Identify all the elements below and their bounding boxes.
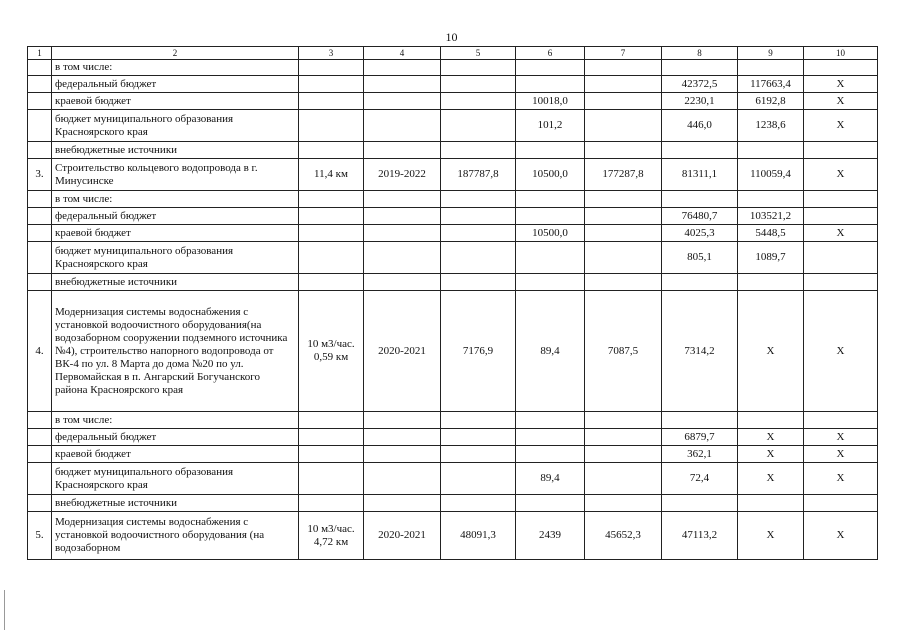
table-cell — [738, 191, 804, 208]
table-row — [28, 159, 878, 191]
table-row — [28, 274, 878, 291]
column-number: 9 — [738, 47, 804, 60]
row-description: Строительство кольцевого водопровода в г. Минусинске — [52, 159, 299, 191]
table-row — [28, 225, 878, 242]
row-description: в том числе: — [52, 60, 299, 76]
row-description: внебюджетные источники — [52, 142, 299, 159]
table-cell — [441, 142, 516, 159]
table-cell: 6879,7 — [662, 429, 738, 446]
table-cell: 4025,3 — [662, 225, 738, 242]
table-cell — [441, 110, 516, 142]
row-description: Модернизация системы водоснабжения с установкой водоочистного оборудования(на водозаборном сооружении подземного источника №4), строительство напорного водопровода от ВК-4 по ул. 8 Марта до дома №20 по ул. Первомайская в п. Ангарский Богучанского района Красноярского края — [52, 291, 299, 412]
table-cell — [299, 446, 364, 463]
table-cell: Х — [738, 463, 804, 495]
table-cell: 3. — [28, 159, 52, 191]
table-cell — [299, 242, 364, 274]
table-cell: 76480,7 — [662, 208, 738, 225]
table-cell — [516, 429, 585, 446]
page-number: 10 — [445, 30, 458, 44]
table-cell — [441, 274, 516, 291]
table-cell: 89,4 — [516, 291, 585, 412]
table-cell — [364, 412, 441, 429]
table-cell — [441, 191, 516, 208]
table-cell — [28, 412, 52, 429]
table-cell — [299, 142, 364, 159]
table-cell: 187787,8 — [441, 159, 516, 191]
table-cell: 11,4 км — [299, 159, 364, 191]
row-description: федеральный бюджет — [52, 76, 299, 93]
table-cell — [804, 60, 878, 76]
column-number: 5 — [441, 47, 516, 60]
table-cell — [28, 60, 52, 76]
table-cell: 103521,2 — [738, 208, 804, 225]
row-description: внебюджетные источники — [52, 274, 299, 291]
table-cell — [28, 110, 52, 142]
table-cell — [585, 274, 662, 291]
table-cell — [299, 495, 364, 512]
row-description: федеральный бюджет — [52, 208, 299, 225]
table-cell — [299, 412, 364, 429]
table-cell: 110059,4 — [738, 159, 804, 191]
table-cell: 81311,1 — [662, 159, 738, 191]
column-number-row — [28, 47, 878, 60]
row-description: краевой бюджет — [52, 225, 299, 242]
table-cell — [299, 463, 364, 495]
table-cell: 7176,9 — [441, 291, 516, 412]
table-row — [28, 463, 878, 495]
table-cell — [299, 429, 364, 446]
table-cell — [28, 274, 52, 291]
table-cell: 48091,3 — [441, 512, 516, 560]
table-row — [28, 142, 878, 159]
table-cell — [299, 191, 364, 208]
column-number: 2 — [52, 47, 299, 60]
table-cell — [364, 208, 441, 225]
table-cell: 72,4 — [662, 463, 738, 495]
table-cell — [585, 495, 662, 512]
table-cell — [585, 412, 662, 429]
row-description: Модернизация системы водоснабжения с установкой водоочистного оборудования (на водозаборном — [52, 512, 299, 560]
table-cell — [441, 93, 516, 110]
table-cell — [364, 463, 441, 495]
table-cell — [662, 191, 738, 208]
table-cell — [364, 274, 441, 291]
table-row — [28, 429, 878, 446]
table-cell — [364, 225, 441, 242]
table-cell: 10018,0 — [516, 93, 585, 110]
table-cell: Х — [804, 76, 878, 93]
table-cell — [441, 495, 516, 512]
table-cell — [516, 191, 585, 208]
table-cell — [28, 76, 52, 93]
column-number: 4 — [364, 47, 441, 60]
table-cell — [804, 142, 878, 159]
table-cell: 45652,3 — [585, 512, 662, 560]
table-row — [28, 110, 878, 142]
table-cell — [441, 429, 516, 446]
table-cell — [738, 274, 804, 291]
table-cell — [299, 93, 364, 110]
table-cell — [364, 110, 441, 142]
table-cell — [662, 495, 738, 512]
table-cell: 42372,5 — [662, 76, 738, 93]
row-description: краевой бюджет — [52, 446, 299, 463]
table-cell — [299, 274, 364, 291]
table-cell: 2020-2021 — [364, 291, 441, 412]
table-cell: 89,4 — [516, 463, 585, 495]
table-cell: Х — [738, 429, 804, 446]
table-cell — [441, 412, 516, 429]
table-cell: 2020-2021 — [364, 512, 441, 560]
scan-margin-line — [4, 590, 5, 630]
table-cell: 362,1 — [662, 446, 738, 463]
row-description: бюджет муниципального образования Красноярского края — [52, 242, 299, 274]
table-cell: 47113,2 — [662, 512, 738, 560]
table-cell — [662, 412, 738, 429]
table-row — [28, 208, 878, 225]
table-cell — [804, 242, 878, 274]
table-row — [28, 191, 878, 208]
table-row — [28, 512, 878, 560]
table-cell — [441, 225, 516, 242]
table-cell — [804, 412, 878, 429]
table-cell — [585, 93, 662, 110]
table-cell: 10 м3/час. 0,59 км — [299, 291, 364, 412]
table-cell — [662, 142, 738, 159]
table-row — [28, 242, 878, 274]
table-cell — [585, 60, 662, 76]
table-cell: 2439 — [516, 512, 585, 560]
table-cell — [804, 495, 878, 512]
table-cell — [364, 495, 441, 512]
table-cell — [516, 412, 585, 429]
table-cell — [738, 412, 804, 429]
table-cell — [441, 463, 516, 495]
table-cell — [516, 142, 585, 159]
table-cell — [585, 429, 662, 446]
table-cell — [364, 429, 441, 446]
table-cell — [441, 208, 516, 225]
column-number: 6 — [516, 47, 585, 60]
column-number: 10 — [804, 47, 878, 60]
table-cell — [364, 446, 441, 463]
row-description: бюджет муниципального образования Красноярского края — [52, 110, 299, 142]
table-cell: Х — [804, 429, 878, 446]
table-cell — [28, 446, 52, 463]
column-number: 1 — [28, 47, 52, 60]
table-row — [28, 446, 878, 463]
table-cell — [516, 208, 585, 225]
row-description: федеральный бюджет — [52, 429, 299, 446]
table-cell — [28, 208, 52, 225]
table-cell: 5448,5 — [738, 225, 804, 242]
table-cell: 177287,8 — [585, 159, 662, 191]
table-cell — [585, 208, 662, 225]
table-cell: Х — [804, 291, 878, 412]
table-cell — [516, 60, 585, 76]
table-cell — [299, 208, 364, 225]
table-cell: 7314,2 — [662, 291, 738, 412]
table-cell — [585, 76, 662, 93]
table-cell: 117663,4 — [738, 76, 804, 93]
table-cell — [28, 242, 52, 274]
table-cell: Х — [738, 291, 804, 412]
table-row — [28, 495, 878, 512]
table-cell — [662, 274, 738, 291]
table-cell — [585, 110, 662, 142]
table-cell — [28, 142, 52, 159]
table-cell — [299, 225, 364, 242]
table-cell — [28, 495, 52, 512]
table-cell — [364, 93, 441, 110]
table-cell — [738, 60, 804, 76]
table-cell — [585, 242, 662, 274]
table-cell — [28, 225, 52, 242]
row-description: в том числе: — [52, 191, 299, 208]
table-cell — [441, 76, 516, 93]
table-cell — [516, 76, 585, 93]
table-cell — [441, 60, 516, 76]
table-row — [28, 76, 878, 93]
table-cell: 7087,5 — [585, 291, 662, 412]
table-cell: Х — [804, 225, 878, 242]
table-cell: 101,2 — [516, 110, 585, 142]
table-cell — [585, 463, 662, 495]
table-cell — [738, 142, 804, 159]
table-cell: Х — [804, 446, 878, 463]
row-description: в том числе: — [52, 412, 299, 429]
row-description: внебюджетные источники — [52, 495, 299, 512]
budget-table — [27, 46, 878, 560]
table-cell — [299, 110, 364, 142]
row-description: бюджет муниципального образования Красноярского края — [52, 463, 299, 495]
table-cell: Х — [804, 159, 878, 191]
table-cell: 2230,1 — [662, 93, 738, 110]
table-cell — [364, 60, 441, 76]
table-cell — [804, 208, 878, 225]
column-number: 3 — [299, 47, 364, 60]
table-row — [28, 60, 878, 76]
table-cell — [585, 142, 662, 159]
table-cell: 1089,7 — [738, 242, 804, 274]
table-cell — [585, 191, 662, 208]
table-cell — [516, 446, 585, 463]
row-description: краевой бюджет — [52, 93, 299, 110]
table-cell: 5. — [28, 512, 52, 560]
table-cell — [364, 142, 441, 159]
table-cell: Х — [738, 512, 804, 560]
table-cell: 10 м3/час. 4,72 км — [299, 512, 364, 560]
table-cell: 6192,8 — [738, 93, 804, 110]
table-cell: 446,0 — [662, 110, 738, 142]
table-cell — [28, 429, 52, 446]
column-number: 8 — [662, 47, 738, 60]
table-cell: Х — [738, 446, 804, 463]
table-cell — [516, 242, 585, 274]
table-cell — [28, 93, 52, 110]
column-number: 7 — [585, 47, 662, 60]
table-cell: 10500,0 — [516, 159, 585, 191]
table-cell: 4. — [28, 291, 52, 412]
table-cell — [516, 495, 585, 512]
table-cell: Х — [804, 93, 878, 110]
table-cell: 10500,0 — [516, 225, 585, 242]
table-cell: 805,1 — [662, 242, 738, 274]
table-cell — [441, 446, 516, 463]
table-cell — [364, 191, 441, 208]
table-row — [28, 412, 878, 429]
table-cell: Х — [804, 110, 878, 142]
table-cell — [585, 225, 662, 242]
table-cell: Х — [804, 512, 878, 560]
table-cell: Х — [804, 463, 878, 495]
table-cell — [28, 463, 52, 495]
table-cell — [299, 76, 364, 93]
table-row — [28, 291, 878, 412]
table-cell — [804, 191, 878, 208]
table-cell — [804, 274, 878, 291]
table-cell: 2019-2022 — [364, 159, 441, 191]
table-cell — [662, 60, 738, 76]
table-cell — [364, 242, 441, 274]
table-cell — [516, 274, 585, 291]
table-cell — [299, 60, 364, 76]
table-cell — [738, 495, 804, 512]
table-row — [28, 93, 878, 110]
table-cell — [585, 446, 662, 463]
table-cell — [28, 191, 52, 208]
table-cell: 1238,6 — [738, 110, 804, 142]
table-cell — [364, 76, 441, 93]
table-cell — [441, 242, 516, 274]
